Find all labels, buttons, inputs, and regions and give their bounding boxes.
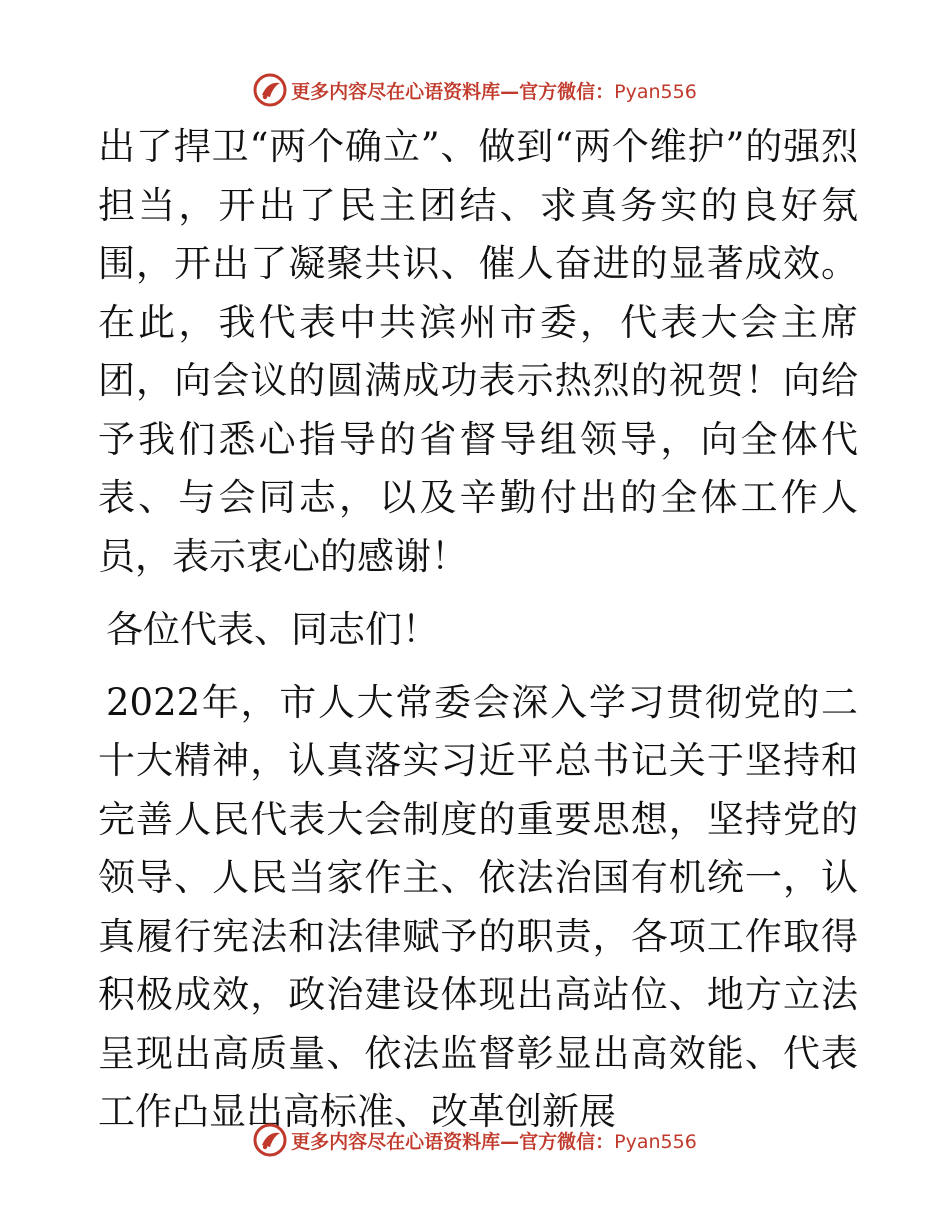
paragraph-2: 各位代表、同志们！ [106, 608, 439, 651]
logo-icon [253, 73, 287, 107]
watermark-label: 更多内容尽在心语资料库—官方微信： [291, 80, 615, 103]
watermark-header [0, 70, 950, 110]
watermark-text [291, 1127, 697, 1154]
watermark-id: Pyan556 [614, 1130, 697, 1153]
watermark-id: Pyan556 [614, 80, 697, 103]
document-body [98, 118, 858, 1142]
watermark-label: 更多内容尽在心语资料库—官方微信： [291, 1130, 615, 1153]
watermark-footer [0, 1120, 950, 1160]
paragraph-3: 2022年，市人大常委会深入学习贯彻党的二十大精神，认真落实习近平总书记关于坚持和完善人民代表大会制度的重要思想，坚持党的领导、人民当家作主、依法治国有机统一，认真履行宪法和法律赋予的职责，各项工作取得积极成效，政治建设体现出高站位、地方立法呈现出高质量、依法监督彰显出高效能、代表工作凸显出高标准、改革创新展 [98, 680, 858, 1133]
watermark-text [291, 77, 697, 104]
paragraph-1: 出了捍卫“两个确立”、做到“两个维护”的强烈担当，开出了民主团结、求真务实的良好氛围，开出了凝聚共识、催人奋进的显著成效。在此，我代表中共滨州市委，代表大会主席团，向会议的圆满成功表示热烈的祝贺！向给予我们悉心指导的省督导组领导，向全体代表、与会同志，以及辛勤付出的全体工作人员，表示衷心的感谢！ [98, 125, 858, 578]
logo-icon [253, 1123, 287, 1157]
